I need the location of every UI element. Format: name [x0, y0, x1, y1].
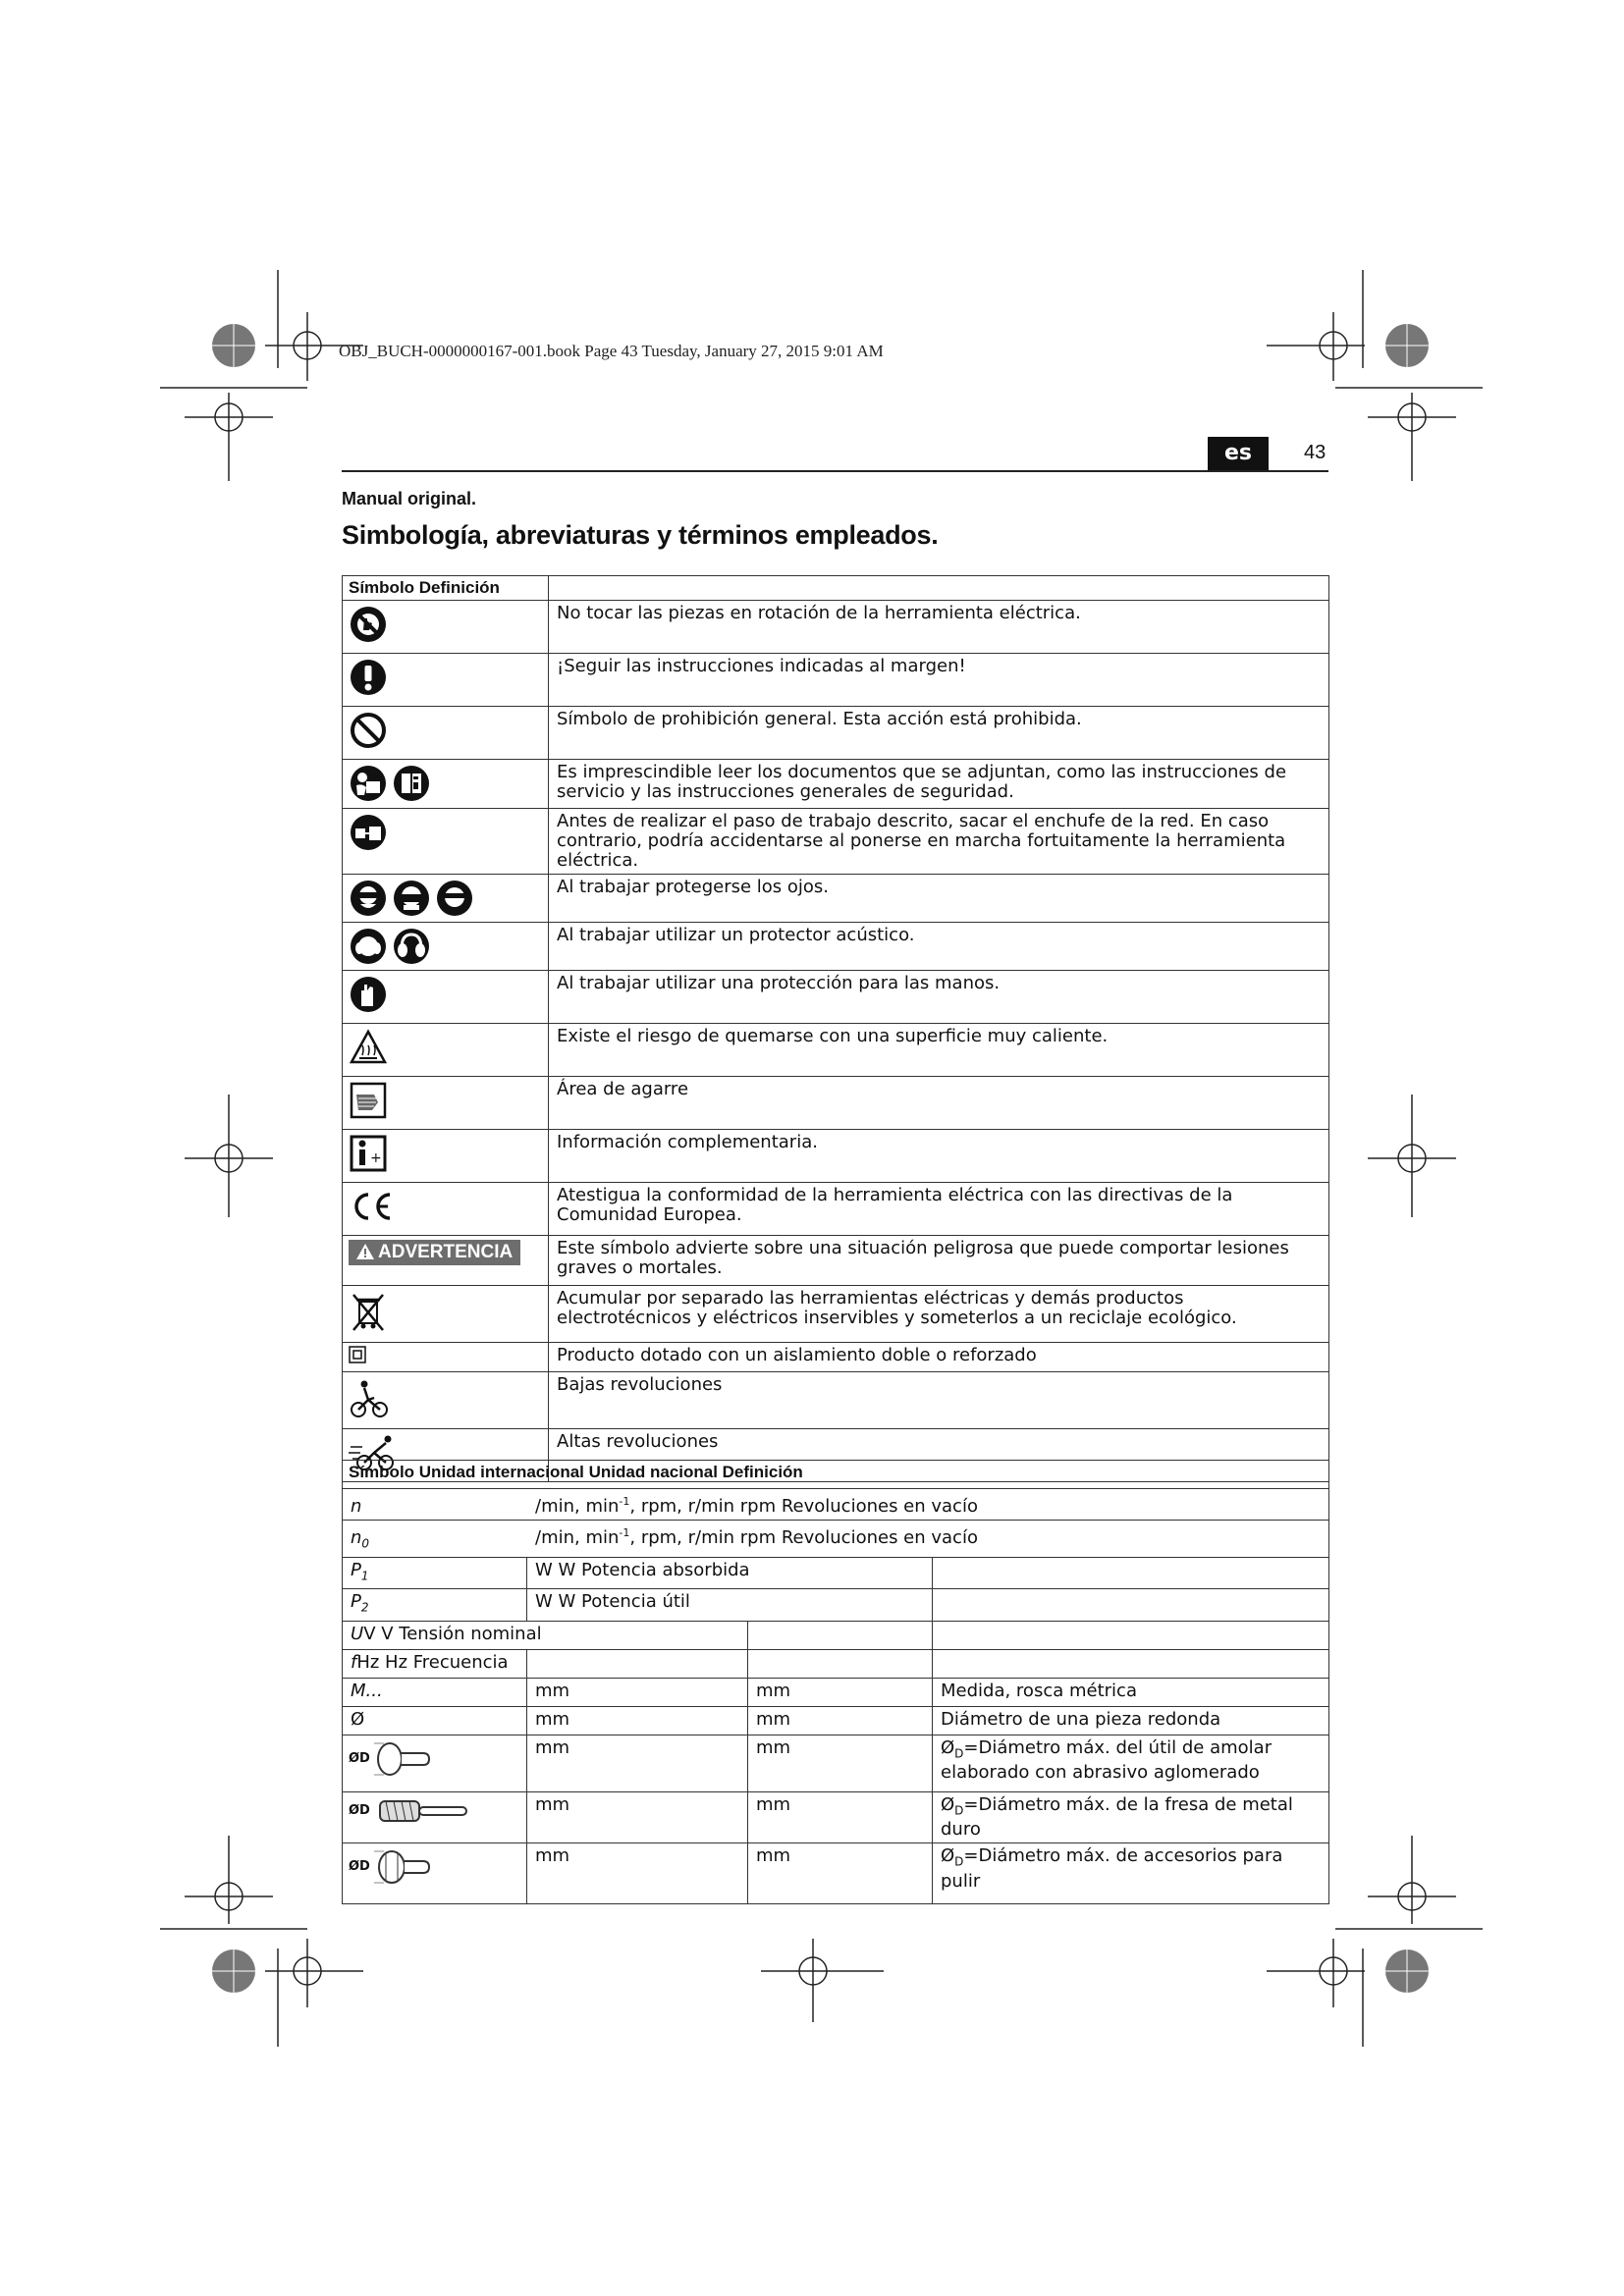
table-cell: mm: [527, 1791, 748, 1843]
table-row: [343, 1621, 748, 1649]
svg-text:+: +: [370, 1150, 382, 1166]
table-row: Es imprescindible leer los documentos que se adjuntan, como las instrucciones de servicio y las instrucciones generales de seguridad.: [549, 760, 1329, 809]
slow-bike-icon: [349, 1376, 392, 1419]
symbol-label: n: [351, 1496, 362, 1517]
table-row: Al trabajar utilizar un protector acústico.: [549, 923, 1329, 971]
table-cell: mm: [748, 1706, 933, 1735]
eye-protection-icon: [349, 879, 388, 918]
table-row: [343, 1521, 1329, 1558]
unplug-icon: [349, 813, 388, 852]
prohibition-icon: [349, 711, 388, 750]
diameter-subscript: D: [954, 1803, 964, 1818]
table-cell: [933, 1843, 1329, 1904]
symbol-label: P: [351, 1591, 361, 1613]
table-cell: mm: [748, 1678, 933, 1706]
unit-text: /min, min: [535, 1496, 620, 1517]
table-row: Al trabajar protegerse los ojos.: [549, 875, 1329, 923]
page-subtitle: Manual original.: [342, 489, 477, 508]
warning-triangle-icon: [356, 1244, 374, 1259]
definition-text: =Diámetro máx. de accesorios para pulir: [941, 1845, 1283, 1892]
table-row: No tocar las piezas en rotación de la herramienta eléctrica.: [549, 601, 1329, 654]
table-cell: V V Tensión nominal: [363, 1623, 542, 1644]
table-cell: mm: [527, 1735, 748, 1791]
units-table: [342, 1460, 1329, 1904]
table-row: Área de agarre: [549, 1077, 1329, 1130]
symbol-subscript: 0: [361, 1536, 370, 1551]
goggles-icon: [435, 879, 474, 918]
language-badge: es: [1208, 437, 1269, 470]
table-cell: mm: [527, 1843, 748, 1904]
table-cell: mm: [748, 1791, 933, 1843]
table-row: ¡Seguir las instrucciones indicadas al margen!: [549, 654, 1329, 707]
table-row: Existe el riesgo de quemarse con una superficie muy caliente.: [549, 1024, 1329, 1077]
table-cell: mm: [527, 1678, 748, 1706]
info-icon: [349, 1134, 388, 1173]
double-insulation-icon: [349, 1346, 366, 1363]
unit-text-rest: , rpm, r/min rpm Revoluciones en vacío: [629, 1527, 978, 1548]
no-touch-rotating-icon: [349, 605, 388, 644]
header-rule: [342, 470, 1328, 472]
table-row: Símbolo de prohibición general. Esta acción está prohibida.: [549, 707, 1329, 760]
definition-text: =Diámetro máx. del útil de amolar elaborado con abrasivo aglomerado: [941, 1736, 1272, 1784]
table-cell: [933, 1791, 1329, 1843]
symbol-label: U: [351, 1623, 364, 1644]
diameter-label: ØD: [349, 1859, 370, 1875]
unit-exponent: -1: [619, 1495, 630, 1508]
unit-exponent: -1: [619, 1526, 630, 1539]
read-manual-icon: [349, 764, 388, 803]
hot-surface-icon: [349, 1028, 388, 1067]
table-cell: [933, 1735, 1329, 1791]
table-row: Atestigua la conformidad de la herramienta eléctrica con las directivas de la Comunidad Europea.: [549, 1183, 1329, 1236]
diameter-label: ØD: [349, 1750, 370, 1766]
warning-badge: [349, 1240, 520, 1265]
table-row: [343, 1649, 527, 1678]
symbol-subscript: 1: [360, 1569, 369, 1583]
grinding-tool-icon: [374, 1739, 433, 1779]
table-cell: mm: [748, 1843, 933, 1904]
unit-text-rest: , rpm, r/min rpm Revoluciones en vacío: [629, 1496, 978, 1517]
table-cell: W W Potencia útil: [527, 1589, 933, 1622]
symbol-label: n: [351, 1527, 362, 1548]
page-title: Simbología, abreviaturas y términos empleados.: [342, 520, 939, 550]
definition-text: =Diámetro máx. de la fresa de metal duro: [941, 1793, 1293, 1841]
table-row: [343, 1489, 1329, 1521]
weee-bin-icon: [349, 1290, 388, 1333]
symbol-subscript: 2: [360, 1600, 369, 1615]
table-row: Información complementaria.: [549, 1130, 1329, 1183]
face-shield-icon: [392, 879, 431, 918]
table-row: Este símbolo advierte sobre una situación peligrosa que puede comportar lesiones graves o mortales.: [549, 1236, 1329, 1286]
table-row: Bajas revoluciones: [549, 1372, 1329, 1429]
table-row: Altas revoluciones: [549, 1429, 1329, 1482]
diameter-subscript: D: [954, 1746, 964, 1761]
grip-area-icon: [349, 1081, 388, 1120]
unit-text: /min, min: [535, 1527, 620, 1548]
diameter-symbol: Ø: [941, 1793, 955, 1815]
table-cell: Diámetro de una pieza redonda: [933, 1706, 1329, 1735]
table-cell: Medida, rosca métrica: [933, 1678, 1329, 1706]
table-row: Al trabajar utilizar una protección para las manos.: [549, 971, 1329, 1024]
table-row: Producto dotado con un aislamiento doble o reforzado: [549, 1343, 1329, 1372]
table-header: Símbolo Definición: [343, 576, 549, 601]
book-info-line: OBJ_BUCH-0000000167-001.book Page 43 Tuesday, January 27, 2015 9:01 AM: [339, 342, 884, 360]
ear-muffs-icon: [392, 927, 431, 966]
table-row: Antes de realizar el paso de trabajo descrito, sacar el enchufe de la red. En caso contrario, podría accidentarse al ponerse en marcha fortuitamente la herramienta eléctrica.: [549, 809, 1329, 875]
exclamation-icon: [349, 658, 388, 697]
symbol-table: [342, 575, 1329, 1482]
diameter-subscript: D: [954, 1854, 964, 1869]
diameter-label: ØD: [349, 1802, 370, 1818]
table-cell: mm: [527, 1706, 748, 1735]
symbol-label: f: [351, 1651, 357, 1673]
table-cell: mm: [748, 1735, 933, 1791]
ce-mark-icon: [349, 1187, 394, 1226]
carbide-burr-icon: [374, 1796, 472, 1826]
manual-book-icon: [392, 764, 431, 803]
table-cell: Hz Hz Frecuencia: [356, 1651, 509, 1673]
diameter-symbol: Ø: [941, 1736, 955, 1758]
diameter-symbol: Ø: [941, 1845, 955, 1867]
symbol-label: M...: [343, 1678, 527, 1706]
table-header: Símbolo Unidad internacional Unidad nacional Definición: [343, 1461, 1329, 1489]
table-cell: W W Potencia absorbida: [527, 1557, 933, 1589]
page-number: 43: [1304, 442, 1326, 463]
ear-protection-icon: [349, 927, 388, 966]
glove-icon: [349, 975, 388, 1014]
symbol-label: Ø: [343, 1706, 527, 1735]
table-row: Acumular por separado las herramientas eléctricas y demás productos electrotécnicos y eléctricos inservibles y someterlos a un reciclaje ecológico.: [549, 1286, 1329, 1343]
symbol-label: P: [351, 1559, 361, 1580]
polishing-tool-icon: [374, 1847, 433, 1887]
warning-badge-label: ADVERTENCIA: [378, 1242, 514, 1262]
